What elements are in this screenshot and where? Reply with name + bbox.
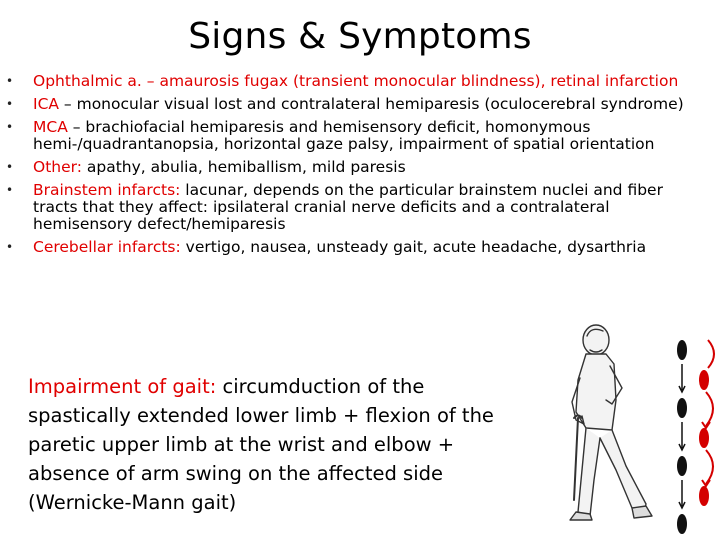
bullet-text: – amaurosis fugax (transient monocular blindness), retinal infarction: [141, 72, 679, 90]
symptom-bullet-list: [6, 73, 710, 262]
bullet-cerebellar: [6, 239, 710, 256]
bullet-ophthalmic: [6, 73, 710, 90]
walking-person-icon: [570, 325, 652, 520]
bullet-icon: •: [6, 97, 14, 111]
bullet-icon: •: [6, 183, 14, 197]
bullet-icon: •: [6, 120, 14, 134]
gait-description: [28, 372, 498, 517]
bullet-label: Other:: [33, 158, 82, 176]
bullet-icon: •: [6, 74, 14, 88]
bullet-icon: •: [6, 160, 14, 174]
bullet-ica: [6, 96, 710, 113]
bullet-label: ICA: [33, 95, 59, 113]
bullet-other: [6, 159, 710, 176]
bullet-text: lacunar, depends on the particular brainstem nuclei and fiber tracts that they affect: ipsilateral cranial nerve deficits and a contralateral hemisensory defect/hemiparesis: [33, 181, 663, 233]
bullet-text: apathy, abulia, hemiballism, mild paresis: [81, 158, 406, 176]
bullet-brainstem: [6, 182, 710, 233]
bullet-icon: •: [6, 240, 14, 254]
footprints-icon: [677, 340, 714, 534]
bullet-label: Cerebellar infarcts:: [33, 238, 181, 256]
bullet-text: – monocular visual lost and contralateral hemiparesis (oculocerebral syndrome): [59, 95, 684, 113]
slide-title: Signs & Symptoms: [188, 16, 532, 57]
bullet-mca: [6, 119, 710, 153]
gait-text: circumduction of the spastically extended lower limb + flexion of the paretic upper limb at the wrist and elbow + absence of arm swing on the affected side (Wernicke-Mann gait): [28, 375, 494, 514]
bullet-text: – brachiofacial hemiparesis and hemisensory deficit, homonymous hemi-/quadrantanopsia, horizontal gaze palsy, impairment of spatial orientation: [33, 118, 655, 153]
bullet-label: Brainstem infarcts:: [33, 181, 181, 199]
bullet-text: vertigo, nausea, unsteady gait, acute headache, dysarthria: [180, 238, 647, 256]
bullet-label: MCA: [33, 118, 68, 136]
gait-label: Impairment of gait:: [28, 375, 217, 398]
bullet-label: Ophthalmic a.: [33, 72, 142, 90]
gait-illustration: [556, 320, 720, 540]
